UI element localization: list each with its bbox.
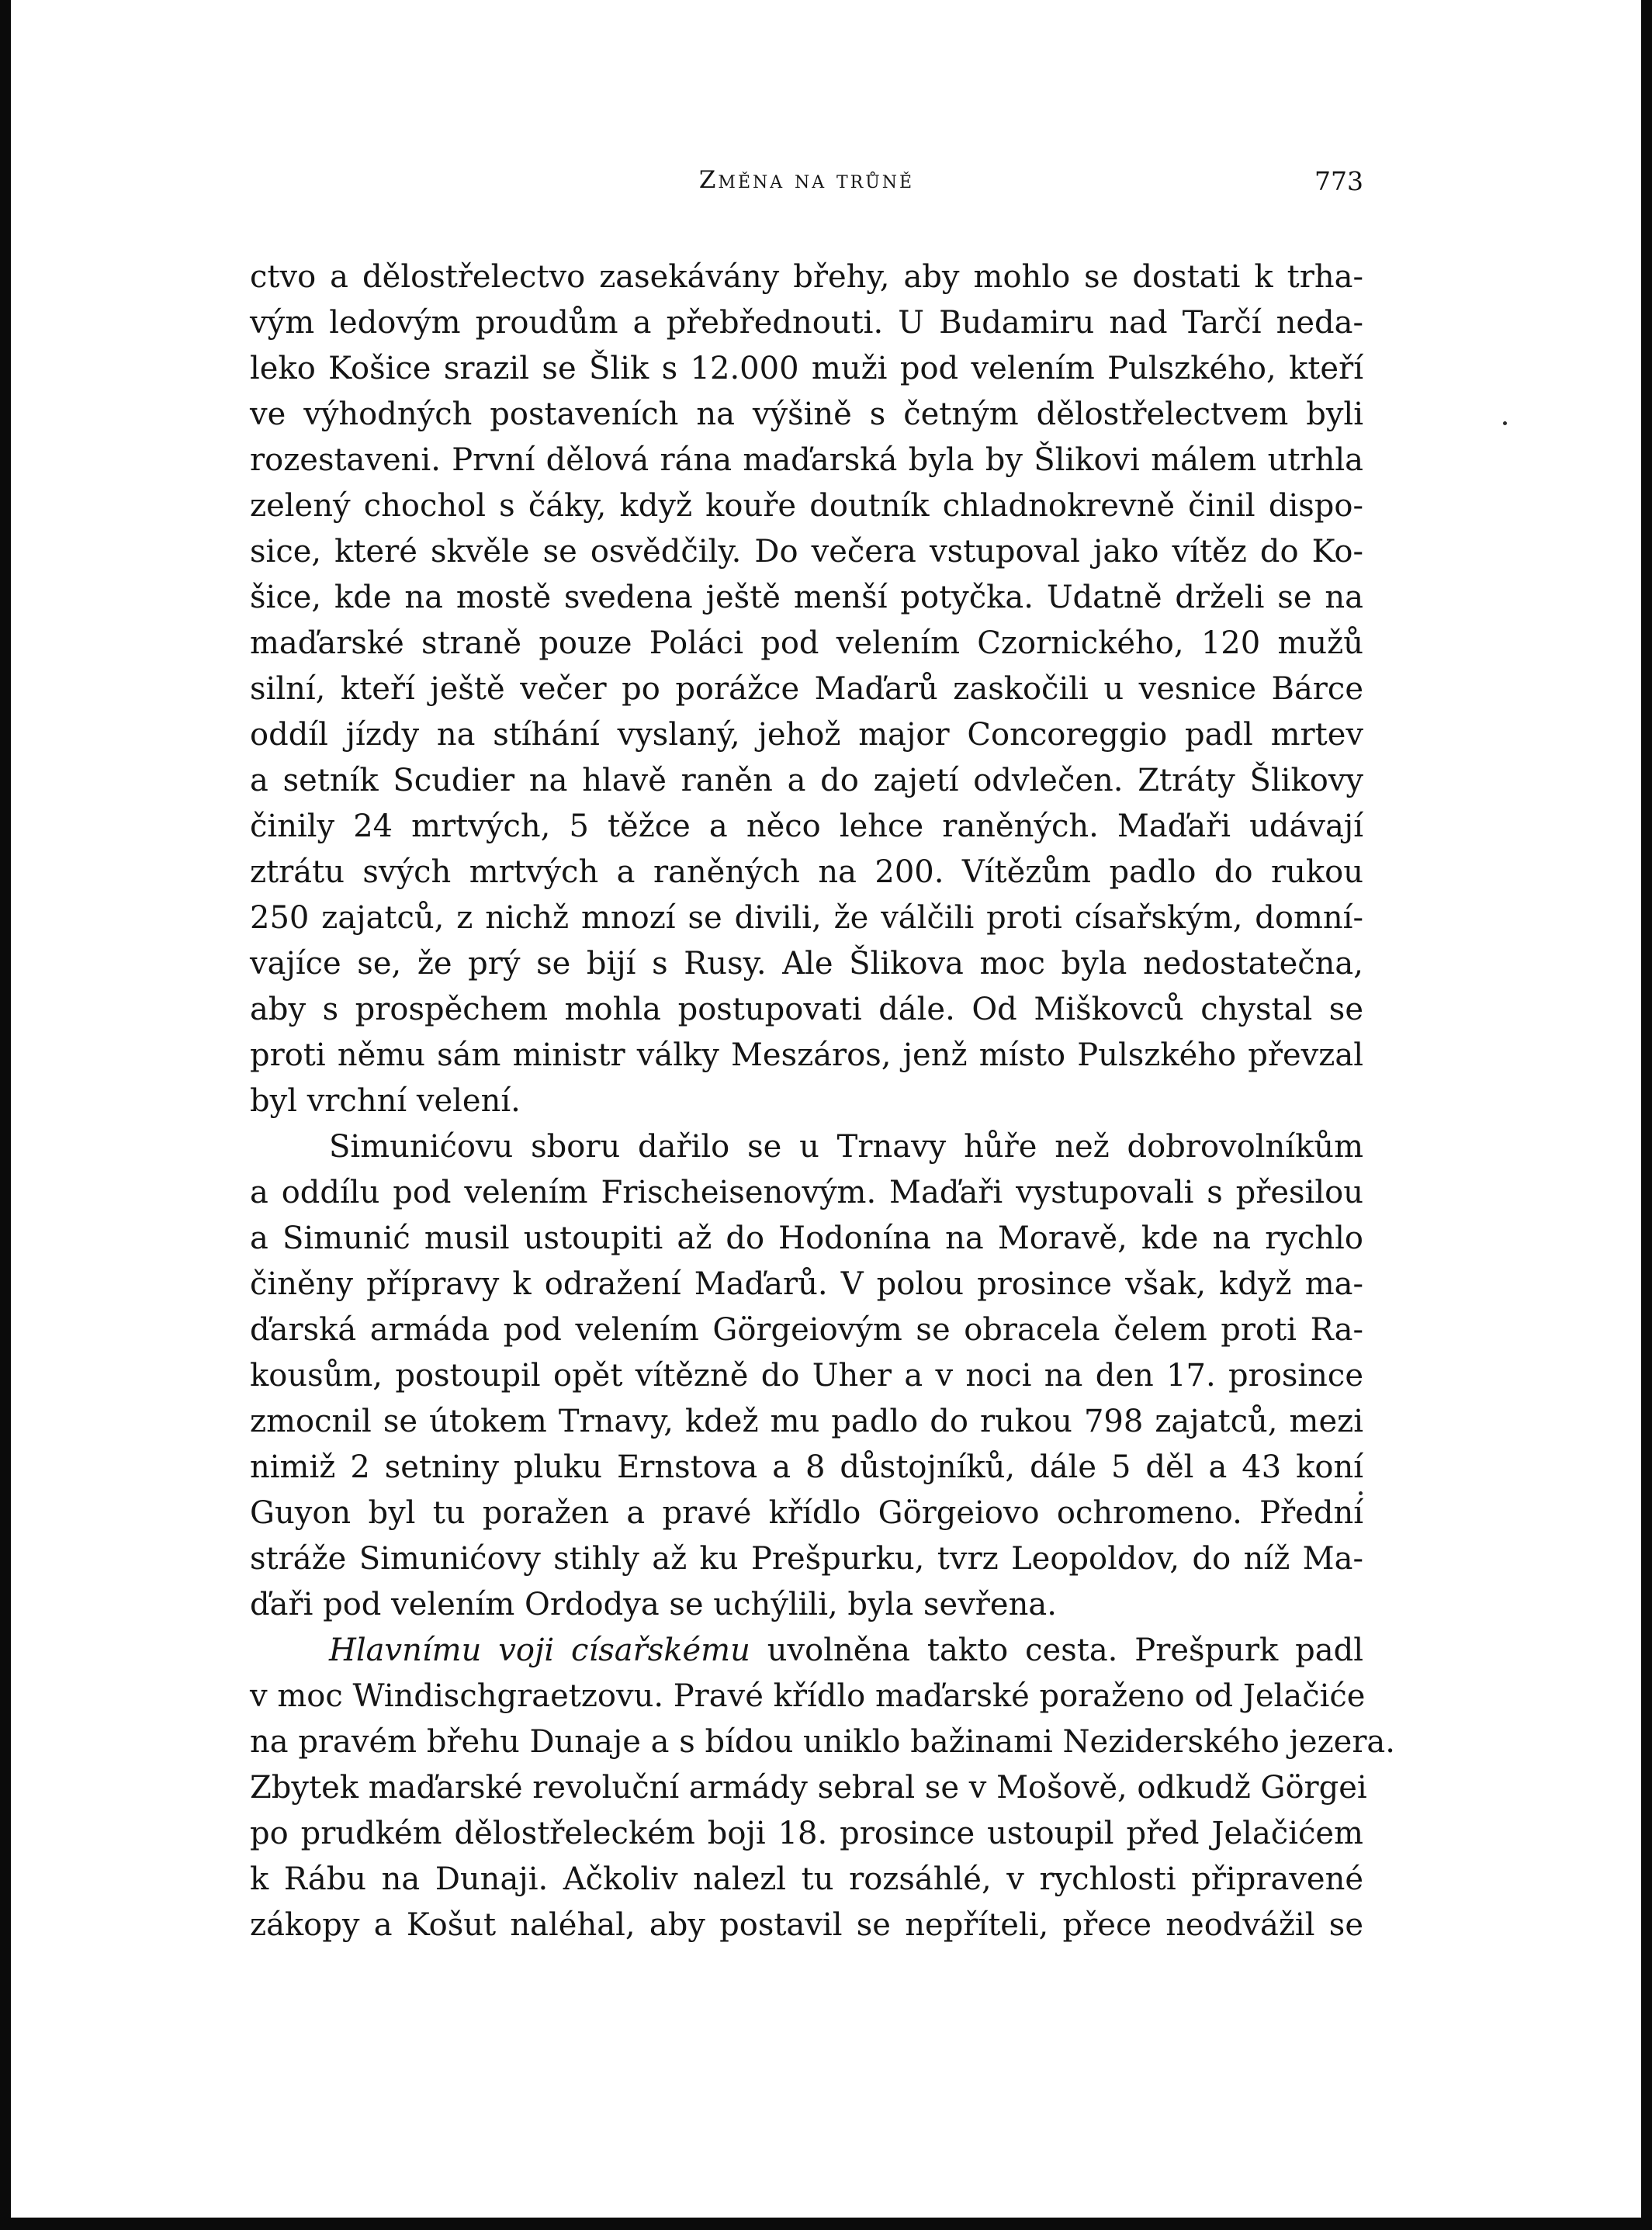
text-line: rozestaveni. První dělová rána maďarská byla by Šlikovi málem utrhla [250, 442, 1363, 478]
text-line: a oddílu pod velením Frischeisenovým. Maďaři vystupovali s přesilou [250, 1175, 1363, 1210]
text-line: Simunićovu sboru dařilo se u Trnavy hůře než dobrovolníkům [329, 1129, 1363, 1165]
scan-border-right [1641, 0, 1652, 2230]
text-line: ctvo a dělostřelectvo zasekávány břehy, aby mohlo se dostati k trha- [250, 259, 1363, 295]
text-line: v moc Windischgraetzovu. Pravé křídlo maďarské poraženo od Jelačiće [250, 1678, 1366, 1714]
text-line: proti němu sám ministr války Meszáros, jenž místo Pulszkého převzal [250, 1037, 1363, 1073]
text-line: činěny přípravy k odražení Maďarů. V polou prosince však, když ma- [250, 1266, 1363, 1302]
text-line: zákopy a Košut naléhal, aby postavil se nepříteli, přece neodvážil se [250, 1907, 1363, 1943]
text-line: vajíce se, že prý se bijí s Rusy. Ale Šlikova moc byla nedostatečna, [250, 946, 1363, 982]
text-line: k Rábu na Dunaji. Ačkoliv nalezl tu rozsáhlé, v rychlosti připravené [250, 1861, 1363, 1897]
text-line: šice, kde na mostě svedena ještě menší potyčka. Udatně drželi se na [250, 580, 1363, 615]
text-line: leko Košice srazil se Šlik s 12.000 muži pod velením Pulszkého, kteří [250, 351, 1363, 386]
scan-border-left [0, 0, 11, 2230]
text-line: silní, kteří ještě večer po porážce Maďarů zaskočili u vesnice Bárce [250, 671, 1363, 707]
text-line: vým ledovým proudům a přebřednouti. U Budamiru nad Tarčí neda- [250, 305, 1363, 341]
text-line: stráže Simunićovy stihly až ku Prešpurku, tvrz Leopoldov, do níž Ma- [250, 1541, 1363, 1577]
text-line: ztrátu svých mrtvých a raněných na 200. Vítězům padlo do rukou [250, 854, 1363, 890]
text-line: Zbytek maďarské revoluční armády sebral se v Mošově, odkudž Görgei [250, 1770, 1367, 1806]
text-line: 250 zajatců, z nichž mnozí se divili, že válčili proti císařským, domní- [250, 900, 1363, 936]
text-line [250, 1628, 1363, 1674]
running-head [250, 166, 1363, 205]
italic-lead: Hlavnímu voji císařskému [329, 1633, 750, 1668]
text-line: po prudkém dělostřeleckém boji 18. prosince ustoupil před Jelačićem [250, 1816, 1363, 1851]
text-line: na pravém břehu Dunaje a s bídou uniklo bažinami Neziderského jezera. [250, 1724, 1395, 1760]
running-title: Změna na trůně [698, 166, 915, 194]
text-line: zelený chochol s čáky, když kouře doutník chladnokrevně činil dispo- [250, 488, 1363, 524]
text-line: aby s prospěchem mohla postupovati dále. Od Miškovců chystal se [250, 992, 1363, 1027]
text-line: zmocnil se útokem Trnavy, kdež mu padlo do rukou 798 zajatců, mezi [250, 1404, 1363, 1439]
text-line: maďarské straně pouze Poláci pod velením Czornického, 120 mužů [250, 625, 1363, 661]
scan-border-bottom [0, 2218, 1652, 2230]
paragraph [250, 1124, 1363, 1628]
text-line: ve výhodných postaveních na výšině s četným dělostřelectvem byli [250, 396, 1363, 432]
page-number: 773 [1314, 166, 1363, 196]
text-line: byl vrchní velení. [250, 1083, 521, 1119]
body-text [250, 255, 1395, 1948]
text-line: kousům, postoupil opět vítězně do Uher a v noci na den 17. prosince [250, 1358, 1363, 1394]
paragraph [250, 255, 1363, 1124]
text-line: Guyon byl tu poražen a pravé křídlo Görgeiovo ochromeno. Přední [250, 1495, 1363, 1531]
text-line: činily 24 mrtvých, 5 těžce a něco lehce raněných. Maďaři udávají [250, 809, 1363, 844]
line-rest: uvolněna takto cesta. Prešpurk padl [750, 1633, 1363, 1668]
text-line: ďarská armáda pod velením Görgeiovým se obracela čelem proti Ra- [250, 1312, 1363, 1348]
scan-speck [1503, 421, 1507, 425]
scan-speck [1359, 1491, 1363, 1495]
text-line: oddíl jízdy na stíhání vyslaný, jehož major Concoreggio padl mrtev [250, 717, 1363, 753]
text-line: nimiž 2 setniny pluku Ernstova a 8 důstojníků, dále 5 děl a 43 koní [250, 1449, 1363, 1485]
text-line: sice, které skvěle se osvědčily. Do večera vstupoval jako vítěz do Ko- [250, 534, 1363, 570]
paragraph [250, 1628, 1395, 1948]
text-line: a setník Scudier na hlavě raněn a do zajetí odvlečen. Ztráty Šlikovy [250, 763, 1363, 798]
text-line: a Simunić musil ustoupiti až do Hodonína na Moravě, kde na rychlo [250, 1221, 1363, 1256]
text-line: ďaři pod velením Ordodya se uchýlili, byla sevřena. [250, 1587, 1057, 1622]
